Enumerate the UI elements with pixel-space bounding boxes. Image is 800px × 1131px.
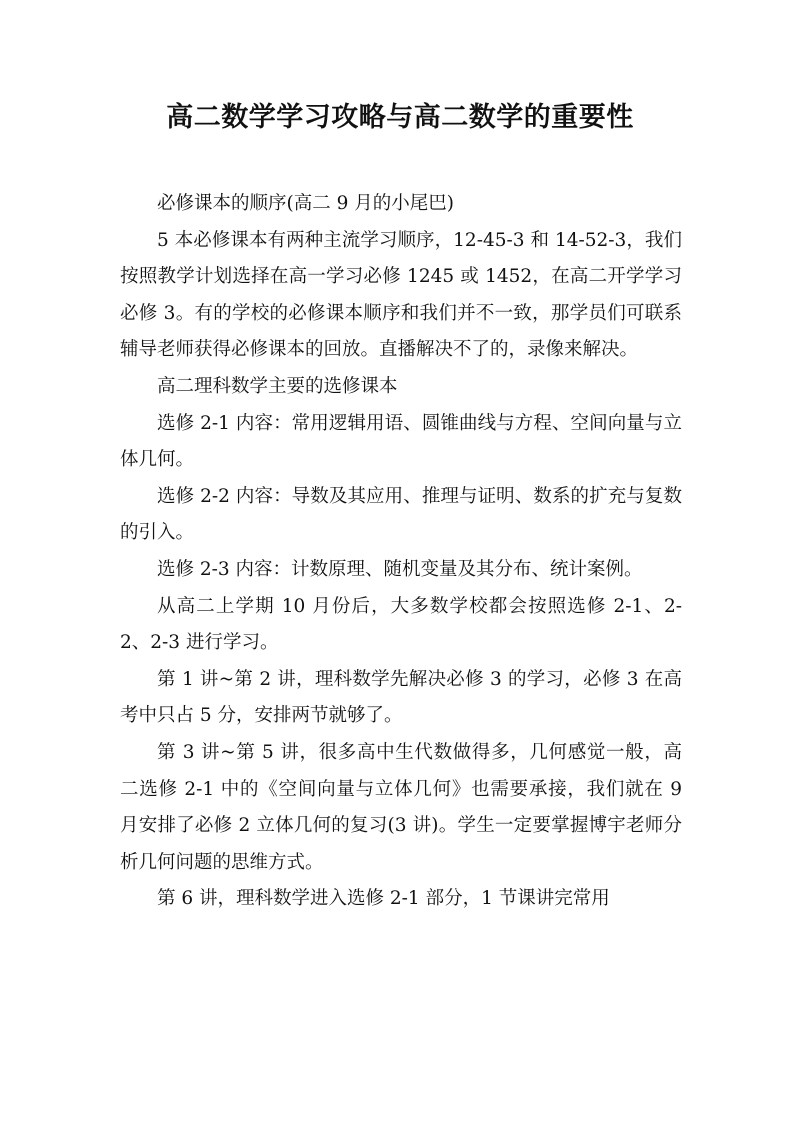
paragraph-elective-2-2: 选修 2-2 内容：导数及其应用、推理与证明、数系的扩充与复数的引入。 — [120, 485, 682, 544]
paragraph-lesson-3-5: 第 3 讲~第 5 讲，很多高中生代数做得多，几何感觉一般，高二选修 2-1 中的《空间向量与立体几何》也需要承接，我们就在 9 月安排了必修 2 立体几何的复习(3 讲)。学生一定要掌握博宇老师分析几何问题的思维方式。 — [120, 741, 682, 873]
page-title: 高二数学学习攻略与高二数学的重要性 — [166, 102, 634, 133]
paragraph-october-schedule: 从高二上学期 10 月份后，大多数学校都会按照选修 2-1、2-2、2-3 进行学习。 — [120, 595, 682, 654]
paragraph-elective-2-1: 选修 2-1 内容：常用逻辑用语、圆锥曲线与方程、空间向量与立体几何。 — [120, 412, 682, 471]
paragraph-required-order-heading: 必修课本的顺序(高二 9 月的小尾巴) — [157, 193, 454, 214]
paragraph-study-order: 5 本必修课本有两种主流学习顺序，12-45-3 和 14-52-3，我们按照教学计划选择在高一学习必修 1245 或 1452，在高二开学学习必修 3。有的学校的必修课本顺序和我们并不一致，那学员们可联系辅导老师获得必修课本的回放。直播解决不了的，录像来解决。 — [120, 229, 682, 361]
paragraph-elective-2-3: 选修 2-3 内容：计数原理、随机变量及其分布、统计案例。 — [157, 558, 643, 580]
paragraph-lesson-1-2: 第 1 讲~第 2 讲，理科数学先解决必修 3 的学习，必修 3 在高考中只占 5 分，安排两节就够了。 — [120, 668, 682, 727]
paragraph-elective-heading: 高二理科数学主要的选修课本 — [157, 375, 398, 397]
paragraph-lesson-6: 第 6 讲，理科数学进入选修 2-1 部分，1 节课讲完常用 — [157, 888, 610, 910]
document-body — [120, 186, 682, 918]
